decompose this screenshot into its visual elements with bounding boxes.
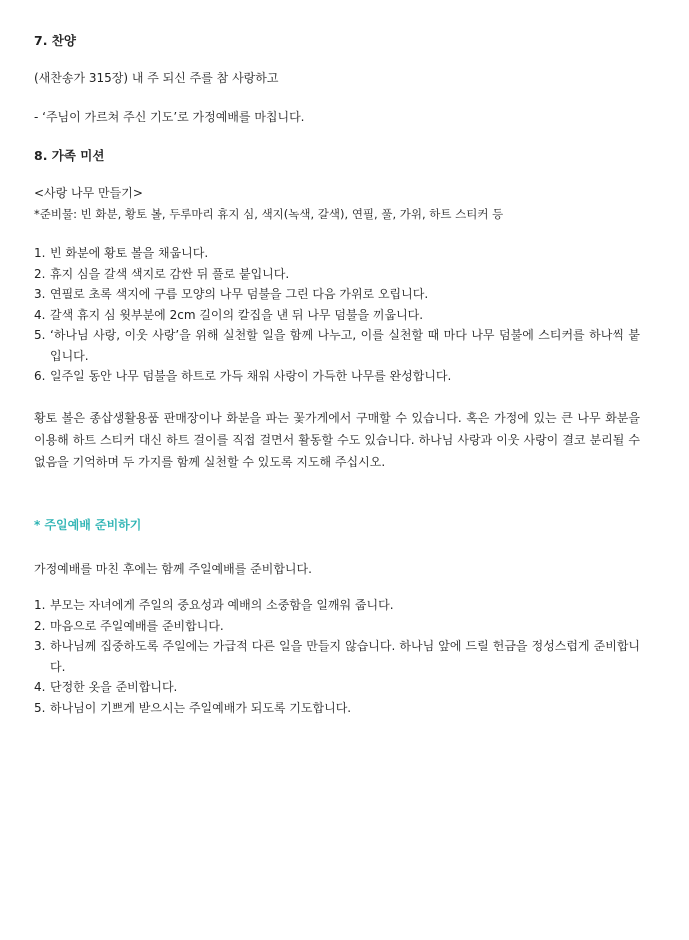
activity-title: <사랑 나무 만들기> [34,186,143,200]
list-item: 4. 갈색 휴지 심 윗부분에 2cm 길이의 칼집을 낸 뒤 나무 덤불을 끼웁니다. [34,307,424,322]
closing-line: - ‘주님이 가르쳐 주신 기도’로 가정예배를 마칩니다. [34,110,305,124]
section-7-title: 7. 찬양 [34,33,76,48]
note-paragraph: 황토 볼은 종삽생활용품 판매장이나 화분을 파는 꽃가게에서 구매할 수 있습니다. 혹은 가정에 있는 큰 나무 화분을 이용해 하트 스티커 대신 하트 걸이를 직접 걸면서 활동할 수도 있습니다. 하나님 사랑과 이웃 사랑이 결코 분리될 수 없음을 기억하며 두 가지를 함께 실천할 수 있도록 지도해 주십시오. [34,411,640,469]
list-item: 5. 하나님이 기쁘게 받으시는 주일예배가 되도록 기도합니다. [34,700,352,715]
section-8-title: 8. 가족 미션 [34,148,105,163]
list-item: 1. 부모는 자녀에게 주일의 중요성과 예배의 소중함을 일깨워 줍니다. [34,598,394,612]
sunday-steps [34,595,640,718]
activity-steps [34,243,640,387]
sunday-title: * 주일예배 준비하기 [34,518,142,532]
list-item: 4. 단정한 옷을 준비합니다. [34,680,178,694]
list-item: 6. 일주일 동안 나무 덤불을 하트로 가득 채워 사랑이 가득한 나무를 완성합니다. [34,369,452,383]
list-item: 3. 연필로 초록 색지에 구름 모양의 나무 덤불을 그린 다음 가위로 오립니다. [34,287,429,301]
list-item: 1. 빈 화분에 황토 볼을 채웁니다. [34,246,209,260]
sunday-intro: 가정예배를 마친 후에는 함께 주일예배를 준비합니다. [34,562,312,576]
list-item: 2. 마음으로 주일예배를 준비합니다. [34,618,224,633]
hymn-line: (새찬송가 315장) 내 주 되신 주를 참 사랑하고 [34,71,279,85]
list-item: 2. 휴지 심을 갈색 색지로 감싼 뒤 풀로 붙입니다. [34,266,290,281]
materials-line: *준비물: 빈 화분, 황토 볼, 두루마리 휴지 심, 색지(녹색, 갈색), 연필, 풀, 가위, 하트 스티커 등 [34,207,504,221]
list-item: 3. 하나님께 집중하도록 주일에는 가급적 다른 일을 만들지 않습니다. 하나님 앞에 드릴 헌금을 정성스럽게 준비합니다. [34,639,640,674]
list-item: 5. ‘하나님 사랑, 이웃 사랑’을 위해 실천할 일을 함께 나누고, 이를 실천할 때 마다 나무 덤불에 스티커를 하나씩 붙입니다. [34,328,640,363]
